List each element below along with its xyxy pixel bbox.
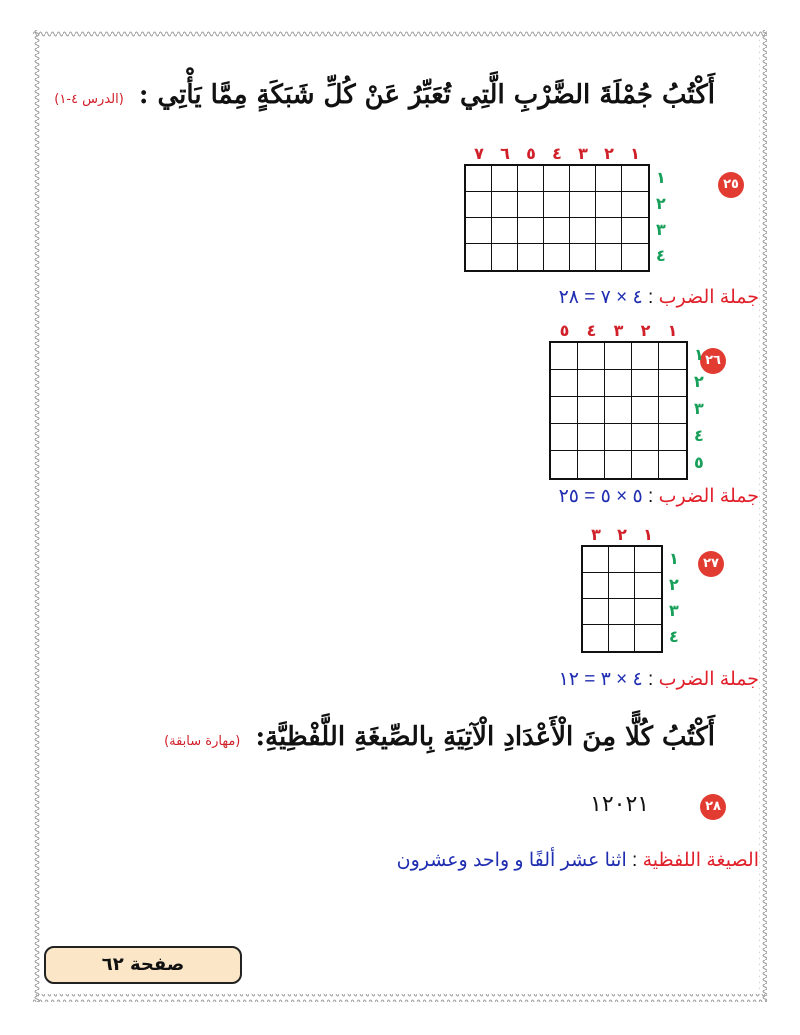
answer-separator: : — [632, 850, 638, 871]
column-number: ٢ — [604, 144, 614, 163]
grid-cell — [635, 573, 661, 599]
column-number: ٢ — [640, 321, 651, 340]
row-number: ٣ — [694, 399, 704, 418]
grid-cell — [466, 218, 492, 244]
grid-cell — [659, 343, 686, 370]
heading-text: أَكْتُبُ كُلًّا مِنَ الْأَعْدَادِ الْآتِيَةِ بِالصِّيغَةِ اللَّفْظِيَّةِ: — [255, 722, 715, 752]
grid-cell — [622, 192, 648, 218]
answer-line — [559, 286, 759, 309]
grid-cell — [578, 370, 605, 397]
column-number: ٤ — [586, 321, 597, 340]
grid-cell — [622, 244, 648, 270]
grid-cell — [583, 625, 609, 651]
grid-cell — [578, 424, 605, 451]
grid-cell — [551, 451, 578, 478]
grid-cell — [632, 370, 659, 397]
answer-label: جملة الضرب — [658, 486, 759, 507]
page-number-box — [44, 946, 242, 984]
row-number: ٤ — [669, 627, 679, 646]
grid-cell — [596, 192, 622, 218]
problem-number-badge: ٢٦ — [700, 348, 726, 374]
answer-equation: ٥ × ٥ = ٢٥ — [558, 486, 643, 507]
answer-label: الصيغة اللفظية — [642, 850, 759, 871]
column-number: ٣ — [578, 144, 588, 163]
grid-cell — [635, 599, 661, 625]
column-number: ٣ — [591, 525, 601, 544]
answer-line — [397, 849, 759, 872]
number-to-write: ١٢٠٢١ — [590, 792, 650, 817]
problem-number-badge: ٢٥ — [718, 172, 744, 198]
grid-cell — [622, 218, 648, 244]
answer-label: جملة الضرب — [658, 669, 759, 690]
grid-cell — [518, 218, 544, 244]
row-number: ١ — [694, 345, 704, 364]
grid-cell — [635, 547, 661, 573]
row-number: ٤ — [656, 246, 666, 265]
grid-cell — [518, 192, 544, 218]
grid-cell — [605, 343, 632, 370]
grid-cell — [622, 166, 648, 192]
grid-cell — [605, 370, 632, 397]
grid-cell — [518, 244, 544, 270]
column-number: ٥ — [559, 321, 570, 340]
grid-cell — [544, 192, 570, 218]
column-number: ١ — [630, 144, 640, 163]
multiplication-grid — [549, 321, 704, 480]
row-number: ٣ — [656, 220, 666, 239]
grid-cell — [492, 192, 518, 218]
grid-cell — [570, 166, 596, 192]
grid-cell — [583, 599, 609, 625]
grid-cell — [518, 166, 544, 192]
heading-text: أَكْتُبُ جُمْلَةَ الضَّرْبِ الَّتِي تُعَبِّرُ عَنْ كُلِّ شَبَكَةٍ مِمَّا يَأْتِي : — [138, 80, 715, 110]
grid-cell — [570, 192, 596, 218]
answer-equation: ٤ × ٧ = ٢٨ — [558, 287, 643, 308]
grid-cell — [632, 424, 659, 451]
multiplication-grid — [581, 525, 679, 653]
row-number: ١ — [656, 168, 666, 187]
grid-cell — [659, 424, 686, 451]
grid-cell — [659, 370, 686, 397]
row-number: ٢ — [694, 372, 704, 391]
row-number: ٢ — [669, 575, 679, 594]
grid-cell — [609, 625, 635, 651]
grid-cell — [609, 547, 635, 573]
answer-separator: : — [648, 486, 654, 507]
grid-cell — [466, 244, 492, 270]
grid-cell — [632, 397, 659, 424]
grid-cell — [596, 244, 622, 270]
grid-cell — [551, 424, 578, 451]
column-number: ٣ — [613, 321, 624, 340]
column-number: ٦ — [500, 144, 510, 163]
row-number: ٥ — [694, 453, 704, 472]
column-number: ١ — [667, 321, 678, 340]
grid-cell — [578, 451, 605, 478]
grid-cell — [551, 343, 578, 370]
lesson-reference: (الدرس ٤-١) — [54, 92, 124, 107]
grid-cell — [578, 397, 605, 424]
grid-cell — [466, 192, 492, 218]
grid-cell — [632, 343, 659, 370]
grid-cell — [583, 573, 609, 599]
row-number: ٢ — [656, 194, 666, 213]
column-number: ٢ — [617, 525, 627, 544]
grid-cell — [544, 218, 570, 244]
problem-number-badge: ٢٧ — [698, 551, 724, 577]
skill-reference: (مهارة سابقة) — [164, 734, 241, 749]
grid-cell — [492, 244, 518, 270]
answer-label: جملة الضرب — [658, 287, 759, 308]
column-number: ٤ — [552, 144, 562, 163]
section-heading — [164, 722, 715, 752]
row-number: ٣ — [669, 601, 679, 620]
grid-cell — [605, 451, 632, 478]
grid-cell — [609, 573, 635, 599]
grid-cell — [544, 244, 570, 270]
column-number: ٥ — [526, 144, 536, 163]
answer-line — [559, 485, 759, 508]
row-number: ٤ — [694, 426, 704, 445]
grid-cell — [632, 451, 659, 478]
grid-cell — [570, 244, 596, 270]
answer-text: اثنا عشر ألفًا و واحد وعشرون — [396, 850, 627, 871]
page-number: صفحة ٦٢ — [101, 954, 185, 975]
answer-equation: ٤ × ٣ = ١٢ — [558, 669, 643, 690]
row-number: ١ — [669, 549, 679, 568]
grid-cell — [659, 397, 686, 424]
grid-cell — [551, 370, 578, 397]
grid-cell — [596, 218, 622, 244]
column-number: ١ — [643, 525, 653, 544]
grid-cell — [583, 547, 609, 573]
grid-cell — [551, 397, 578, 424]
column-number: ٧ — [474, 144, 484, 163]
grid-cell — [492, 218, 518, 244]
multiplication-grid — [464, 144, 666, 272]
grid-cell — [492, 166, 518, 192]
grid-cell — [659, 451, 686, 478]
answer-line — [559, 668, 759, 691]
grid-cell — [609, 599, 635, 625]
grid-cell — [605, 397, 632, 424]
grid-cell — [544, 166, 570, 192]
problem-number-badge: ٢٨ — [700, 794, 726, 820]
grid-cell — [578, 343, 605, 370]
grid-cell — [570, 218, 596, 244]
answer-separator: : — [648, 669, 654, 690]
section-heading — [54, 80, 715, 110]
grid-cell — [466, 166, 492, 192]
grid-cell — [605, 424, 632, 451]
grid-cell — [596, 166, 622, 192]
answer-separator: : — [648, 287, 654, 308]
grid-cell — [635, 625, 661, 651]
